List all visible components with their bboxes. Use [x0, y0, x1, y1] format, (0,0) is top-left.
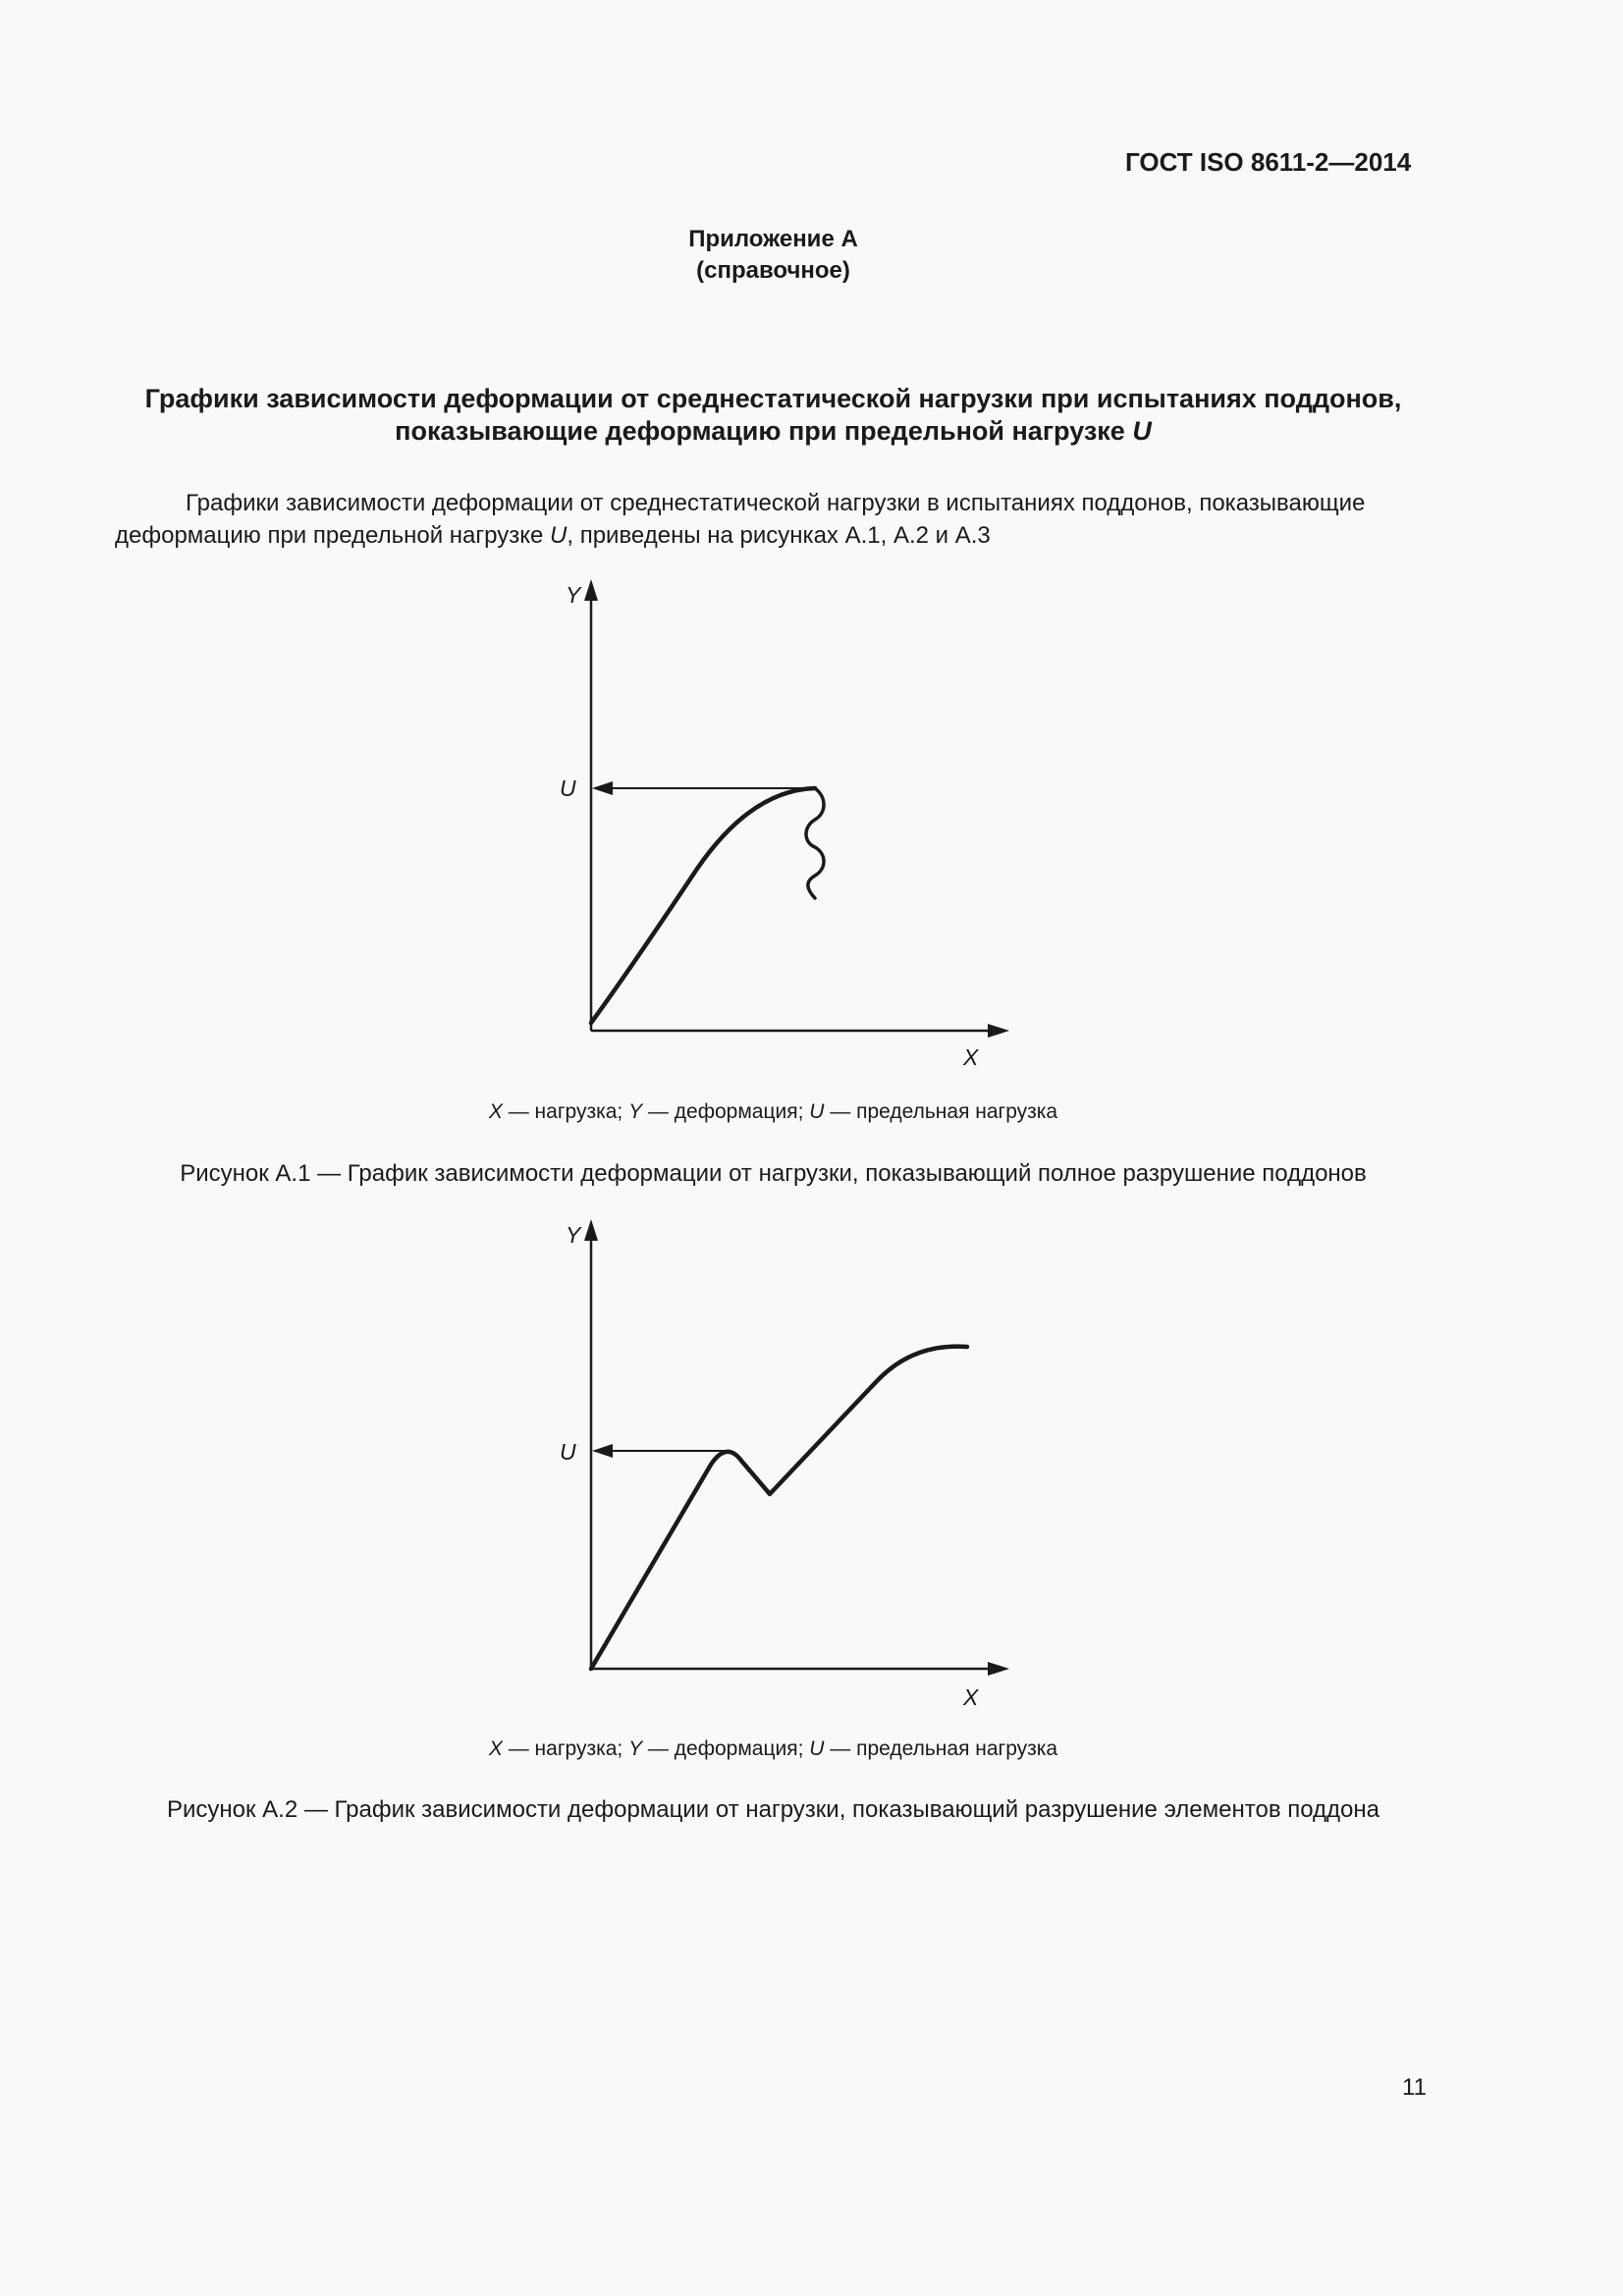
figure-a1-legend: X — нагрузка; Y — деформация; U — предельная нагрузка: [488, 1100, 1058, 1123]
figure-a2-caption: Рисунок А.2 — График зависимости деформации от нагрузки, показывающий разрушение элементов поддона: [166, 1796, 1380, 1823]
standard-id: ГОСТ ISO 8611-2—2014: [1125, 147, 1412, 177]
x-axis-arrow: [988, 1662, 1009, 1676]
y-axis-arrow: [584, 579, 598, 601]
appendix-title: Приложение А: [688, 226, 858, 252]
u-label: U: [560, 1439, 576, 1465]
x-axis-label: X: [963, 1044, 979, 1070]
y-axis-label: Y: [566, 1222, 581, 1248]
y-axis-arrow: [584, 1219, 598, 1241]
section-title-line2: показывающие деформацию при предельной нагрузке U: [395, 416, 1152, 446]
load-curve: [591, 1347, 967, 1669]
intro-line2: деформацию при предельной нагрузке U, приведены на рисунках А.1, А.2 и А.3: [115, 522, 991, 549]
x-axis-arrow: [988, 1024, 1009, 1038]
intro-paragraph: [115, 487, 1431, 552]
y-axis-label: Y: [566, 582, 581, 608]
figure-a1-caption: Рисунок А.1 — График зависимости деформации от нагрузки, показывающий полное разрушение поддонов: [180, 1160, 1367, 1187]
u-label: U: [560, 775, 576, 801]
section-title-line1: Графики зависимости деформации от среднестатической нагрузки при испытаниях поддонов,: [144, 384, 1402, 413]
u-arrow: [592, 1444, 613, 1458]
appendix-subtitle: (справочное): [696, 257, 850, 284]
figure-a2: [530, 1209, 1021, 1720]
figure-a2-legend: X — нагрузка; Y — деформация; U — предельная нагрузка: [488, 1737, 1058, 1760]
u-arrow: [592, 781, 613, 795]
section-title: [0, 383, 1546, 448]
section-title-var: U: [1132, 416, 1152, 446]
figure-a1: [530, 569, 1021, 1080]
intro-line1: Графики зависимости деформации от среднестатической нагрузки в испытаниях поддонов, показывающие: [186, 490, 1366, 516]
fracture-wave: [806, 788, 824, 898]
x-axis-label: X: [963, 1684, 979, 1710]
load-curve: [591, 788, 815, 1023]
page-number: 11: [1402, 2074, 1427, 2101]
